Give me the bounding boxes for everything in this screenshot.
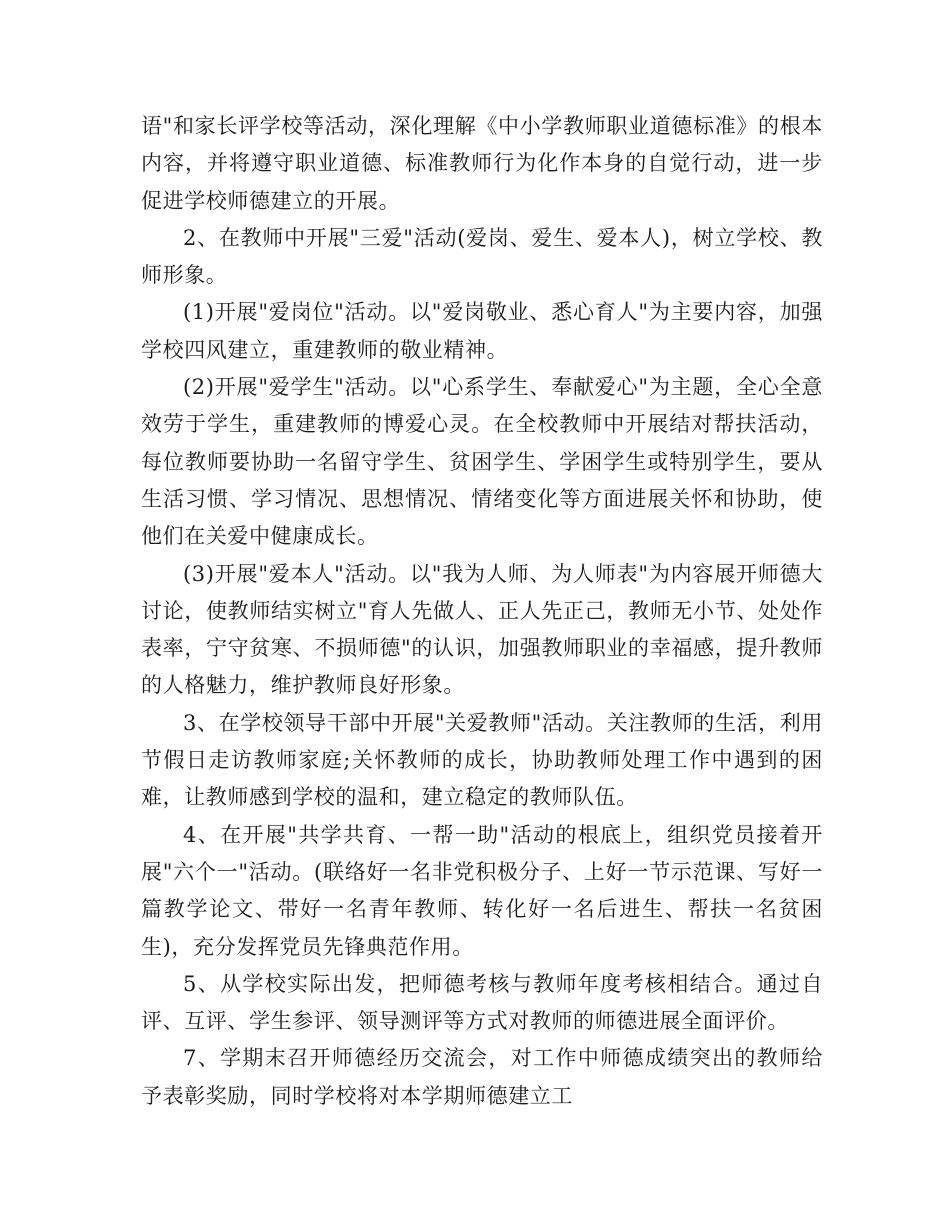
paragraph-item-3: 3、在学校领导干部中开展"关爱教师"活动。关注教师的生活，利用节假日走访教师家庭;关怀教师的成长，协助教师处理工作中遇到的困难，让教师感到学校的温和，建立稳定的教师队伍。 [141, 710, 823, 810]
paragraph-subitem-2: (2)开展"爱学生"活动。以"心系学生、奉献爱心"为主题，全心全意效劳于学生，重建教师的博爱心灵。在全校教师中开展结对帮扶活动，每位教师要协助一名留守学生、贫困学生、学困学生或特别学生，要从生活习惯、学习情况、思想情况、情绪变化等方面进展关怀和协助，使他们在关爱中健康成长。 [141, 375, 823, 549]
document-body [141, 108, 823, 1115]
paragraph-subitem-1: (1)开展"爱岗位"活动。以"爱岗敬业、悉心育人"为主要内容，加强学校四风建立，重建教师的敬业精神。 [141, 300, 823, 362]
paragraph-subitem-3: (3)开展"爱本人"活动。以"我为人师、为人师表"为内容展开师德大讨论，使教师结实树立"育人先做人、正人先正己，教师无小节、处处作表率，宁守贫寒、不损师德"的认识，加强教师职业的幸福感，提升教师的人格魅力，维护教师良好形象。 [141, 561, 823, 698]
paragraph-item-2: 2、在教师中开展"三爱"活动(爱岗、爱生、爱本人)，树立学校、教师形象。 [141, 225, 823, 288]
paragraph-continuation: 语"和家长评学校等活动，深化理解《中小学教师职业道德标准》的根本内容，并将遵守职业道德、标准教师行为化作本身的自觉行动，进一步促进学校师德建立的开展。 [141, 114, 823, 213]
paragraph-item-5: 5、从学校实际出发，把师德考核与教师年度考核相结合。通过自评、互评、学生参评、领导测评等方式对教师的师德进展全面评价。 [141, 971, 823, 1034]
paragraph-item-4: 4、在开展"共学共育、一帮一助"活动的根底上，组织党员接着开展"六个一"活动。(联络好一名非党积极分子、上好一节示范课、写好一篇教学论文、带好一名青年教师、转化好一名后进生、帮扶一名贫困生)，充分发挥党员先锋典范作用。 [141, 822, 823, 959]
paragraph-item-7: 7、学期末召开师德经历交流会，对工作中师德成绩突出的教师给予表彰奖励，同时学校将对本学期师德建立工 [141, 1046, 823, 1108]
